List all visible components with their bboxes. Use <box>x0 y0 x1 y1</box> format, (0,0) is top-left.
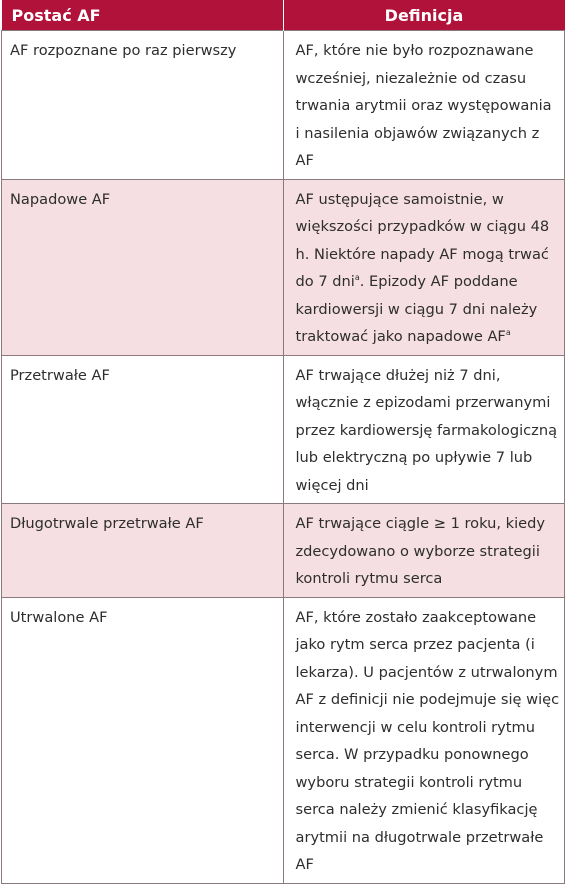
definition-text: . Epizody AF poddane kardiowersji w ciągu 7 dni należy traktować jako napadowe AF <box>295 273 538 345</box>
header-cell-definition: Definicja <box>283 0 565 31</box>
table-row <box>2 504 565 598</box>
row-term: Przetrwałe AF <box>2 355 284 504</box>
row-term: Napadowe AF <box>2 179 284 355</box>
row-term: AF rozpoznane po raz pierwszy <box>2 31 284 180</box>
row-definition: AF trwające ciągle ≥ 1 roku, kiedy zdecydowano o wyborze strategii kontroli rytmu serca <box>283 504 565 598</box>
header-cell-form: Postać AF <box>2 0 284 31</box>
table-header-row <box>2 0 565 31</box>
footnote-marker: a <box>354 273 360 283</box>
table-row <box>2 597 565 883</box>
table-row <box>2 179 565 355</box>
row-definition: AF, które zostało zaakceptowane jako rytm serca przez pacjenta (i lekarza). U pacjentów z utrwalonym AF z definicji nie podejmuje się więc interwencji w celu kontroli rytmu serca. W przypadku ponownego wyboru strategii kontroli rytmu serca należy zmienić klasyfikację arytmii na długotrwale przetrwałe AF <box>283 597 565 883</box>
table-row <box>2 355 565 504</box>
row-definition: AF, które nie było rozpoznawane wcześniej, niezależnie od czasu trwania arytmii oraz występowania i nasilenia objawów związanych z AF <box>283 31 565 180</box>
definition-text: AF ustępujące samoistnie, w większości przypadków w ciągu 48 h. Niektóre napady AF mogą trwać do 7 dni <box>295 190 550 290</box>
af-classification-table <box>1 0 565 884</box>
row-definition: AF trwające dłużej niż 7 dni, włącznie z epizodami przerwanymi przez kardiowersję farmakologiczną lub elektryczną po upływie 7 lub więcej dni <box>283 355 565 504</box>
row-definition <box>283 179 565 355</box>
row-term: Utrwalone AF <box>2 597 284 883</box>
row-term: Długotrwale przetrwałe AF <box>2 504 284 598</box>
footnote-marker: a <box>505 328 511 338</box>
table-row <box>2 31 565 180</box>
